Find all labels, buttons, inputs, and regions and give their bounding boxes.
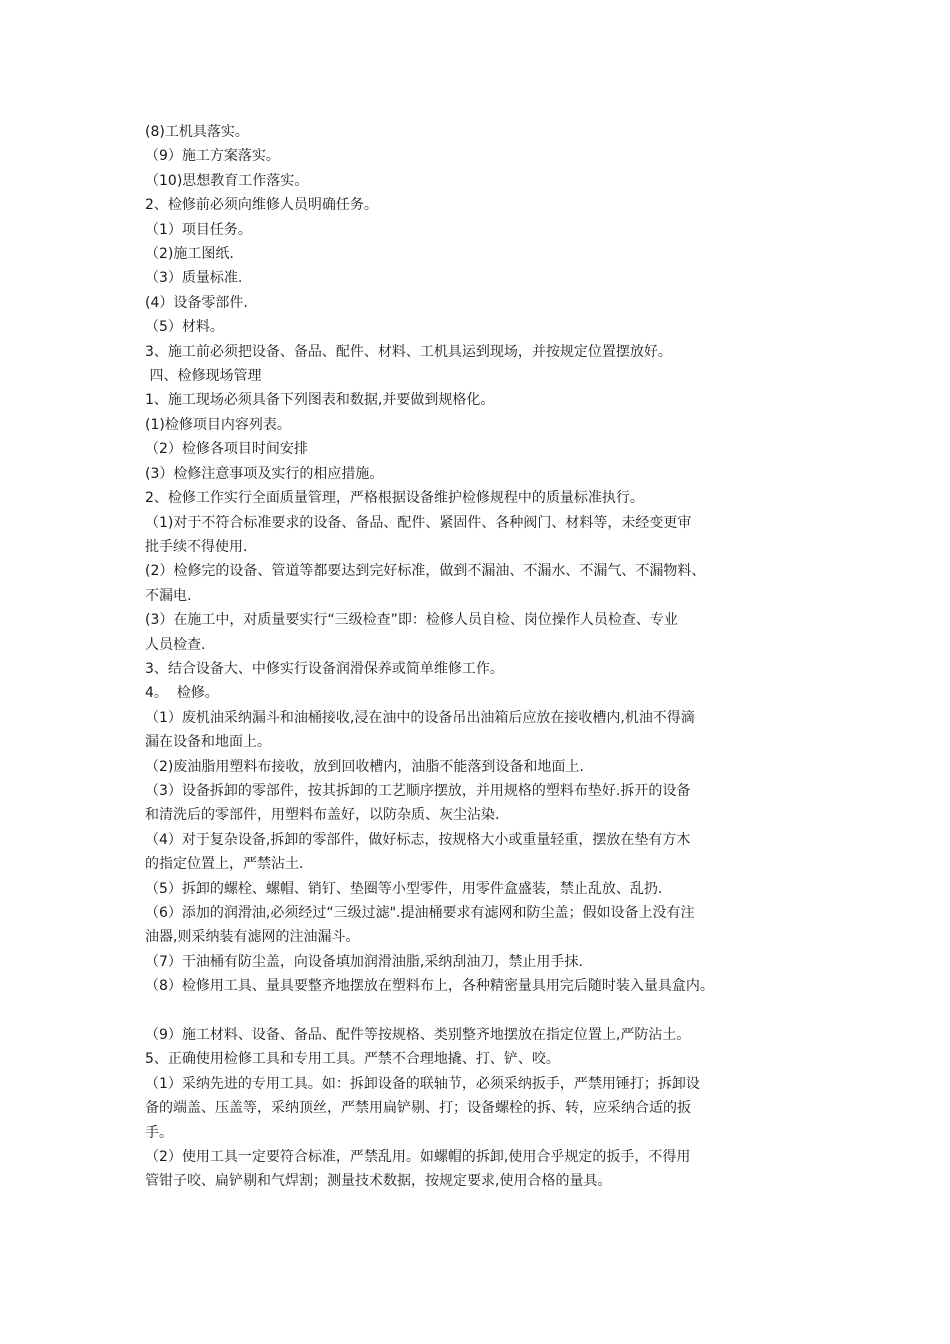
text-line: （6）添加的润滑油,必须经过“三级过滤".提油桶要求有滤网和防尘盖；假如设备上没有注 xyxy=(145,905,695,921)
text-line: (2）检修完的设备、管道等都要达到完好标准，做到不漏油、不漏水、不漏气、不漏物料、 xyxy=(145,563,706,580)
blank-line xyxy=(145,999,815,1023)
text-line: （8）检修用工具、量具要整齐地摆放在塑料布上，各种精密量具用完后随时装入量具盒内。 xyxy=(145,978,714,995)
text-line: (4）设备零部件. xyxy=(145,294,248,311)
text-line: 和清洗后的零部件，用塑料布盖好，以防杂质、灰尘沾染. xyxy=(145,807,500,824)
text-line: 5、正确使用检修工具和专用工具。严禁不合理地撬、打、铲、咬。 xyxy=(145,1051,560,1068)
text-line: 人员检查. xyxy=(145,636,206,653)
text-line: 的指定位置上，严禁沾土. xyxy=(145,856,304,873)
text-line: （9）施工方案落实。 xyxy=(145,148,280,165)
text-line: （5）拆卸的螺栓、螺帽、销钉、垫圈等小型零件，用零件盒盛装，禁止乱放、乱扔. xyxy=(145,880,663,897)
text-line: 2、检修工作实行全面质量管理，严格根据设备维护检修规程中的质量标准执行。 xyxy=(145,490,644,507)
text-line: 2、检修前必须向维修人员明确任务。 xyxy=(145,197,378,214)
text-line: (3）在施工中，对质量要实行“三级检查”即：检修人员自检、岗位操作人员检查、专业 xyxy=(145,612,678,629)
document-body xyxy=(145,120,815,1194)
text-line: （3）质量标准. xyxy=(145,270,243,287)
text-line: （1）项目任务。 xyxy=(145,221,252,238)
text-line: 管钳子咬、扁铲剔和气焊割；测量技术数据，按规定要求,使用合格的量具。 xyxy=(145,1173,612,1190)
text-line: （9）施工材料、设备、备品、配件等按规格、类别整齐地摆放在指定位置上,严防沾土。 xyxy=(145,1027,691,1044)
text-line: （4）对于复杂设备,拆卸的零部件，做好标志，按规格大小或重量轻重，摆放在垫有方木 xyxy=(145,831,691,848)
text-line: (3）检修注意事项及实行的相应措施。 xyxy=(145,465,384,482)
text-line: （7）干油桶有防尘盖，向设备填加润滑油脂,采纳刮油刀，禁止用手抹. xyxy=(145,953,583,970)
text-line: 漏在设备和地面上。 xyxy=(145,734,271,751)
text-line: （3）设备拆卸的零部件，按其拆卸的工艺顺序摆放，并用规格的塑料布垫好.拆开的设备 xyxy=(145,782,691,799)
text-line: （2)施工图纸. xyxy=(145,246,234,263)
text-line: 1、施工现场必须具备下列图表和数据,并要做到规格化。 xyxy=(145,392,495,409)
text-line: 四、检修现场管理 xyxy=(145,368,262,385)
text-line: （1）采纳先进的专用工具。如：拆卸设备的联轴节，必须采纳扳手，严禁用锤打；拆卸设 xyxy=(145,1075,700,1092)
text-line: 油器,则采纳装有滤网的注油漏斗。 xyxy=(145,929,360,946)
text-line: （10)思想教育工作落实。 xyxy=(145,172,309,189)
text-line: （5）材料。 xyxy=(145,319,224,336)
text-line: （2)废油脂用塑料布接收，放到回收槽内，油脂不能落到设备和地面上. xyxy=(145,758,584,775)
text-line: 备的端盖、压盖等，采纳顶丝，严禁用扁铲剔、打；设备螺栓的拆、转，应采纳合适的扳 xyxy=(145,1100,691,1117)
text-line: 手。 xyxy=(145,1124,173,1141)
text-line: （2）使用工具一定要符合标准，严禁乱用。如螺帽的拆卸,使用合乎规定的扳手，不得用 xyxy=(145,1149,691,1166)
text-line: (8)工机具落实。 xyxy=(145,124,249,140)
text-line: 批手续不得使用. xyxy=(145,538,248,555)
text-line: 3、结合设备大、中修实行设备润滑保养或简单维修工作。 xyxy=(145,660,504,677)
text-line: 3、施工前必须把设备、备品、配件、材料、工机具运到现场，并按规定位置摆放好。 xyxy=(145,343,672,360)
text-line: （1）废机油采纳漏斗和油桶接收,浸在油中的设备吊出油箱后应放在接收槽内,机油不得滴 xyxy=(145,709,695,726)
text-line: 不漏电. xyxy=(145,587,192,604)
text-line: （2）检修各项目时间安排 xyxy=(145,441,308,458)
text-line: 4。 检修。 xyxy=(145,685,219,702)
text-line: (1)检修项目内容列表。 xyxy=(145,416,291,433)
text-line: （1)对于不符合标准要求的设备、备品、配件、紧固件、各种阀门、材料等，未经变更审 xyxy=(145,514,692,531)
